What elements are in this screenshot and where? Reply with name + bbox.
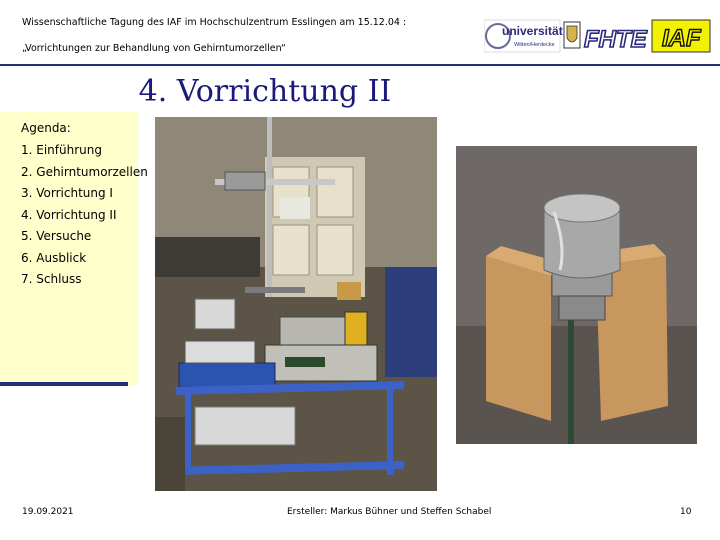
device-closeup-photo	[456, 146, 697, 444]
header-divider	[0, 64, 720, 66]
university-logo-text: universität	[502, 24, 563, 38]
agenda-list	[21, 143, 148, 294]
state-crest-logo	[564, 22, 580, 48]
agenda-item: 4. Vorrichtung II	[21, 207, 117, 222]
iaf-logo	[652, 20, 710, 52]
agenda-item: 1. Einführung	[21, 143, 102, 157]
footer-author: Ersteller: Markus Bühner und Steffen Schabel	[287, 507, 492, 517]
agenda-item: 3. Vorrichtung I	[21, 186, 113, 200]
agenda-item: 6. Ausblick	[21, 250, 87, 265]
agenda-heading: Agenda:	[21, 121, 71, 135]
fhte-logo-text: FHTE	[584, 26, 647, 53]
agenda-item: 7. Schluss	[21, 272, 82, 286]
header-line-2: „Vorrichtungen zur Behandlung von Gehirntumorzellen“	[22, 43, 286, 54]
sidebar-underline	[0, 382, 128, 386]
university-logo-subtext: Witten/Herdecke	[514, 42, 555, 48]
agenda-item: 5. Versuche	[21, 229, 92, 243]
iaf-logo-text: IAF	[662, 25, 701, 52]
page-number: 10	[680, 507, 692, 517]
logo-strip	[484, 18, 712, 54]
header-line-1: Wissenschaftliche Tagung des IAF im Hochschulzentrum Esslingen am 15.12.04 :	[22, 17, 407, 28]
footer-date: 19.09.2021	[22, 507, 74, 517]
university-logo	[484, 20, 563, 52]
lab-setup-photo	[155, 117, 437, 491]
agenda-item: 2. Gehirntumorzellen	[21, 164, 148, 179]
fhte-logo	[582, 22, 648, 53]
slide-title: 4. Vorrichtung II	[138, 74, 392, 109]
